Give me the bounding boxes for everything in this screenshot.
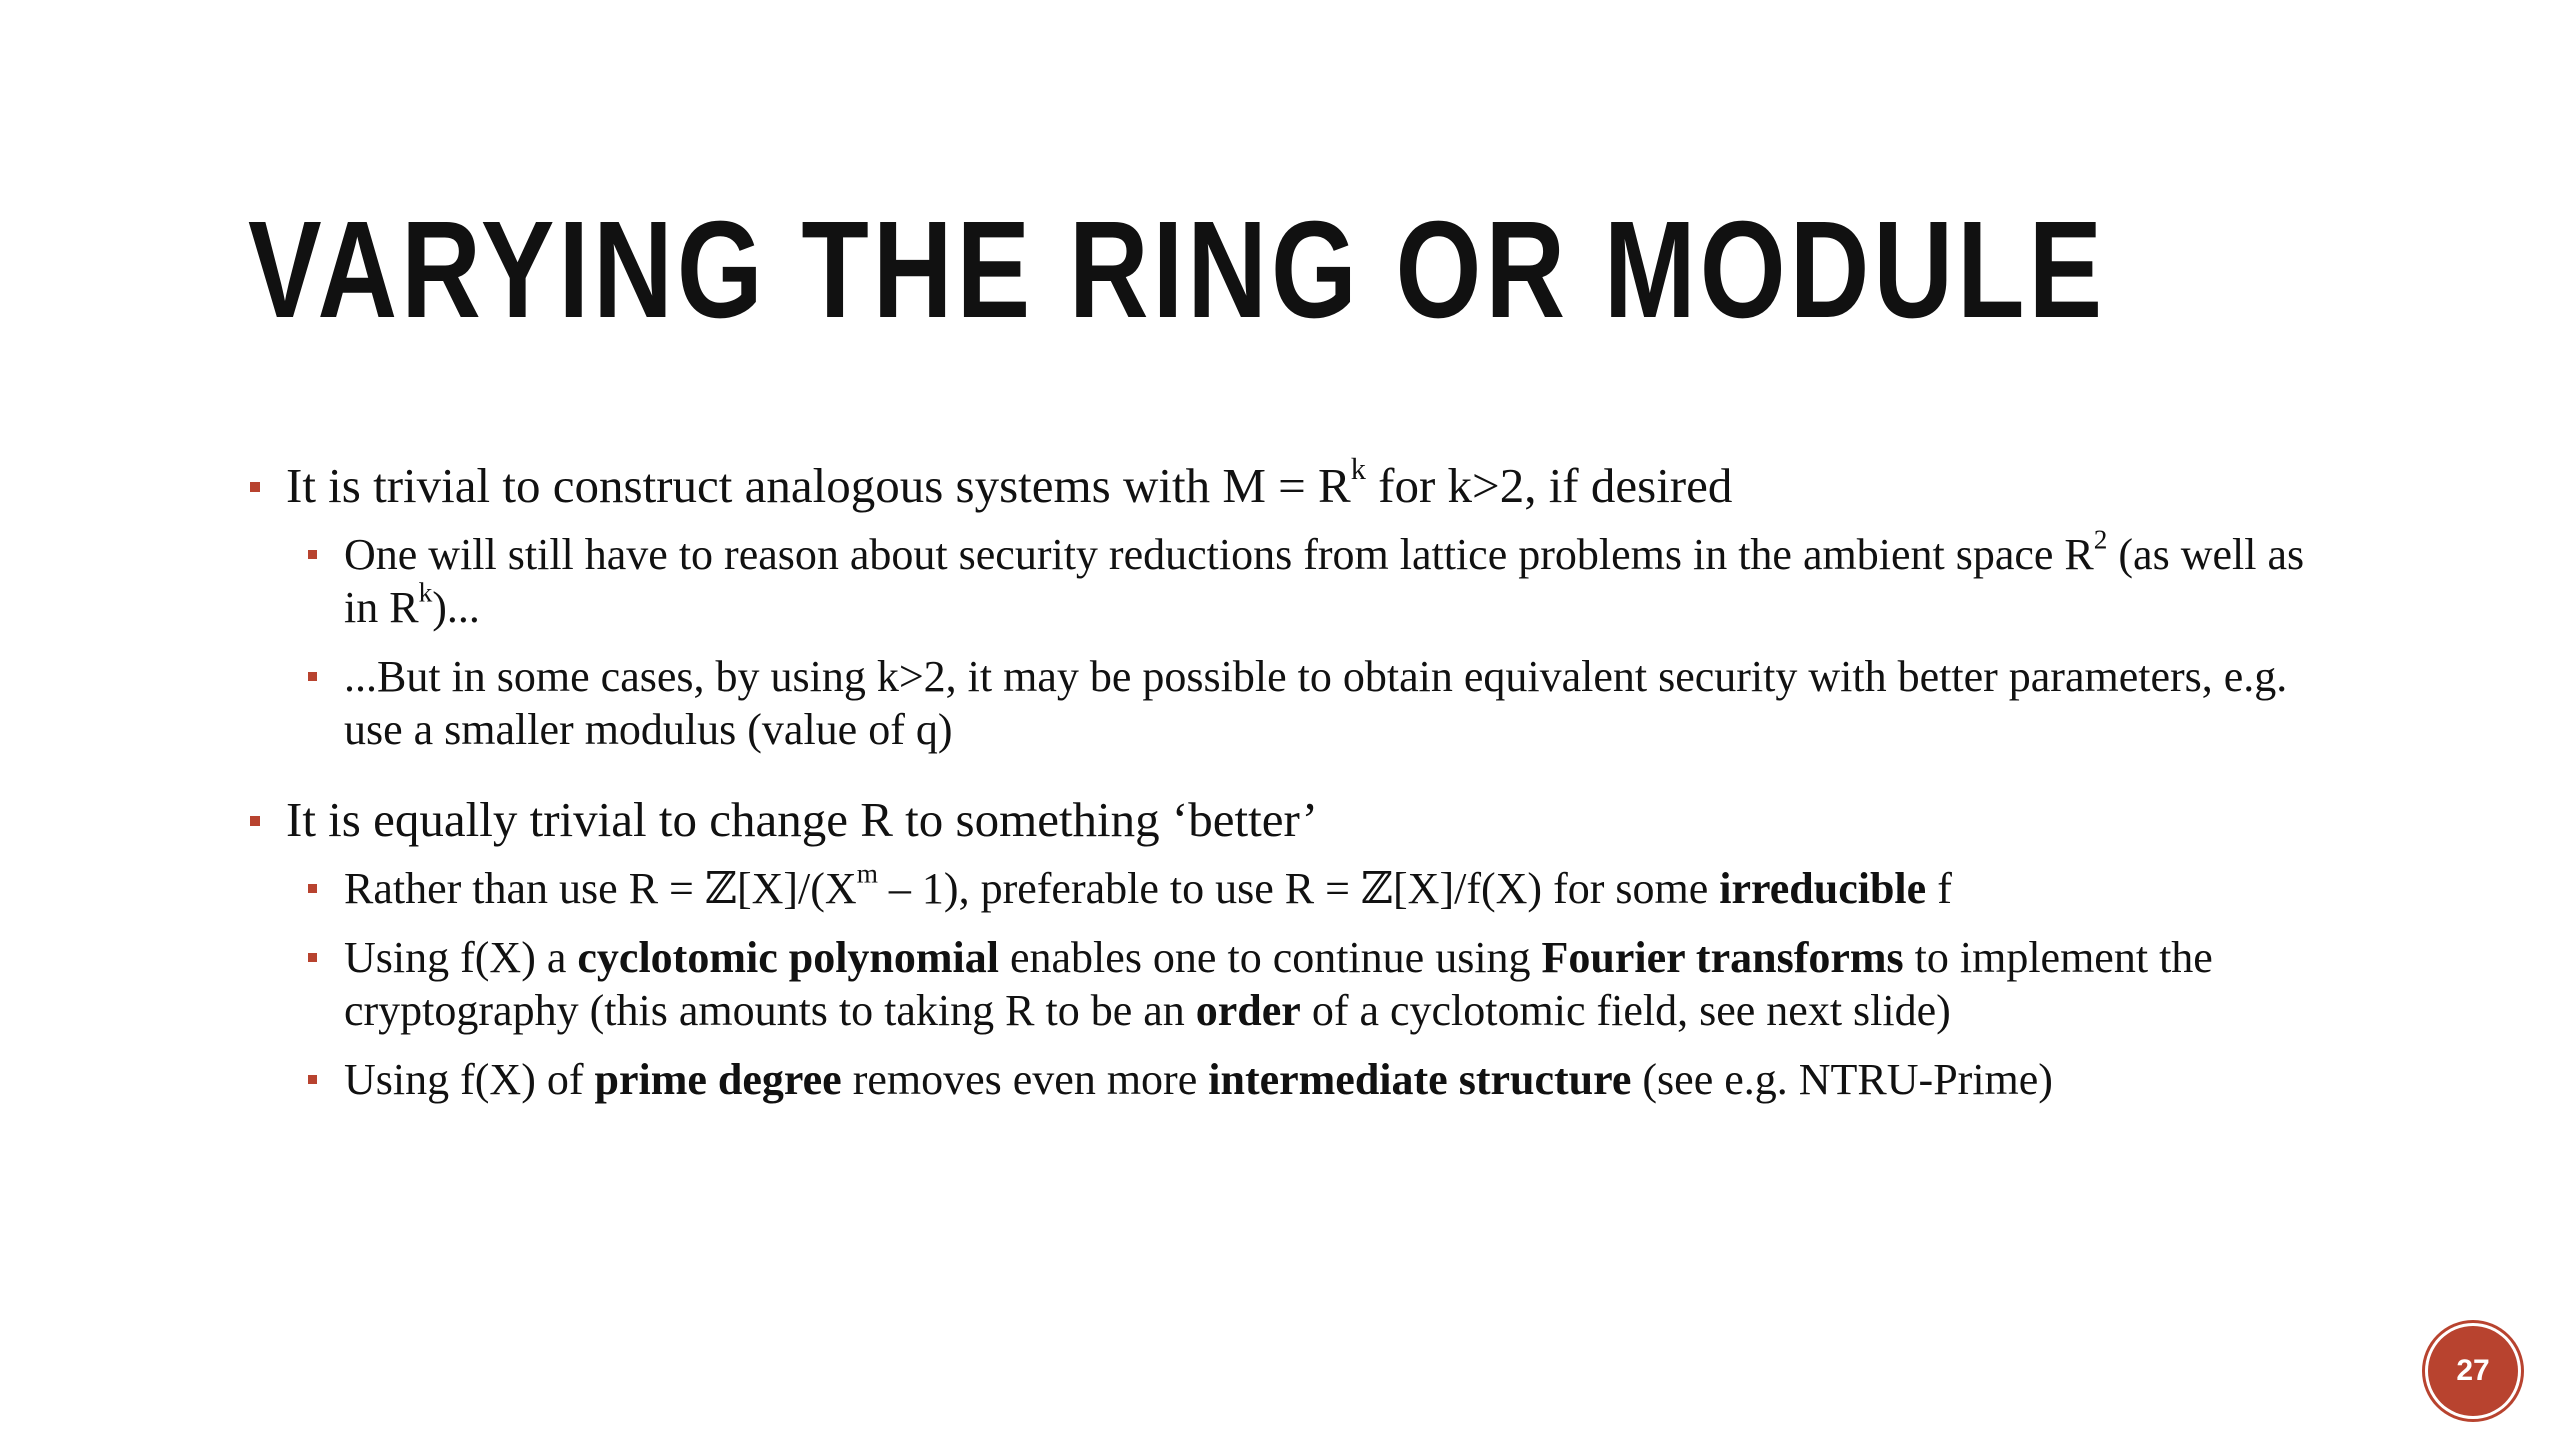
- sub-bullet-text: (as well as in R: [344, 530, 2305, 632]
- sub-bullet-item: [306, 931, 2338, 1037]
- superscript: m: [856, 858, 878, 889]
- bold-term: prime degree: [594, 1055, 842, 1104]
- bold-term: irreducible: [1719, 864, 1927, 913]
- sub-bullet-text: to implement the cryptography (this amounts to taking R to be an: [344, 933, 2213, 1035]
- sub-bullet-list: [306, 858, 2338, 1106]
- sub-bullet-item: [306, 524, 2338, 634]
- sub-bullet-text: – 1), preferable to use R = ℤ[X]/f(X) for some: [877, 864, 1720, 913]
- bullet-item: [248, 452, 2338, 756]
- sub-bullet-item: [306, 1053, 2338, 1106]
- sub-bullet-text: enables one to continue using: [999, 933, 1542, 982]
- bullet-text: It is trivial to construct analogous systems with M = R: [286, 458, 1351, 513]
- sub-bullet-text: removes even more: [841, 1055, 1209, 1104]
- page-number-badge: [2428, 1326, 2518, 1416]
- sub-bullet-text: Using f(X) of: [344, 1055, 595, 1104]
- sub-bullet-text: One will still have to reason about security reductions from lattice problems in the ambient space R: [344, 530, 2094, 579]
- superscript: k: [418, 577, 433, 608]
- sub-bullet-item: [306, 858, 2338, 915]
- bullet-text: for k>2, if desired: [1365, 458, 1733, 513]
- bullet-text: It is equally trivial to change R to something ‘better’: [286, 792, 1318, 847]
- bold-term: cyclotomic polynomial: [577, 933, 999, 982]
- superscript: 2: [2093, 524, 2108, 555]
- slide-body: [248, 452, 2338, 1122]
- sub-bullet-list: [306, 524, 2338, 756]
- sub-bullet-text: f: [1926, 864, 1952, 913]
- sub-bullet-text: ...But in some cases, by using k>2, it may be possible to obtain equivalent security with better parameters, e.g. use a smaller modulus (value of q): [344, 652, 2288, 754]
- sub-bullet-text: Using f(X) a: [344, 933, 578, 982]
- sub-bullet-text: Rather than use R = ℤ[X]/(X: [344, 864, 857, 913]
- bold-term: Fourier transforms: [1541, 933, 1904, 982]
- bullet-item: [248, 792, 2338, 1106]
- sub-bullet-text: )...: [432, 583, 480, 632]
- page-number: 27: [2456, 1354, 2490, 1387]
- bullet-list: [248, 452, 2338, 1106]
- sub-bullet-text: (see e.g. NTRU-Prime): [1631, 1055, 2053, 1104]
- bold-term: order: [1195, 986, 1301, 1035]
- slide-title: VARYING THE RING OR MODULE: [248, 193, 2107, 347]
- superscript: k: [1350, 452, 1366, 487]
- bold-term: intermediate structure: [1208, 1055, 1632, 1104]
- sub-bullet-text: of a cyclotomic field, see next slide): [1300, 986, 1951, 1035]
- sub-bullet-item: [306, 650, 2338, 756]
